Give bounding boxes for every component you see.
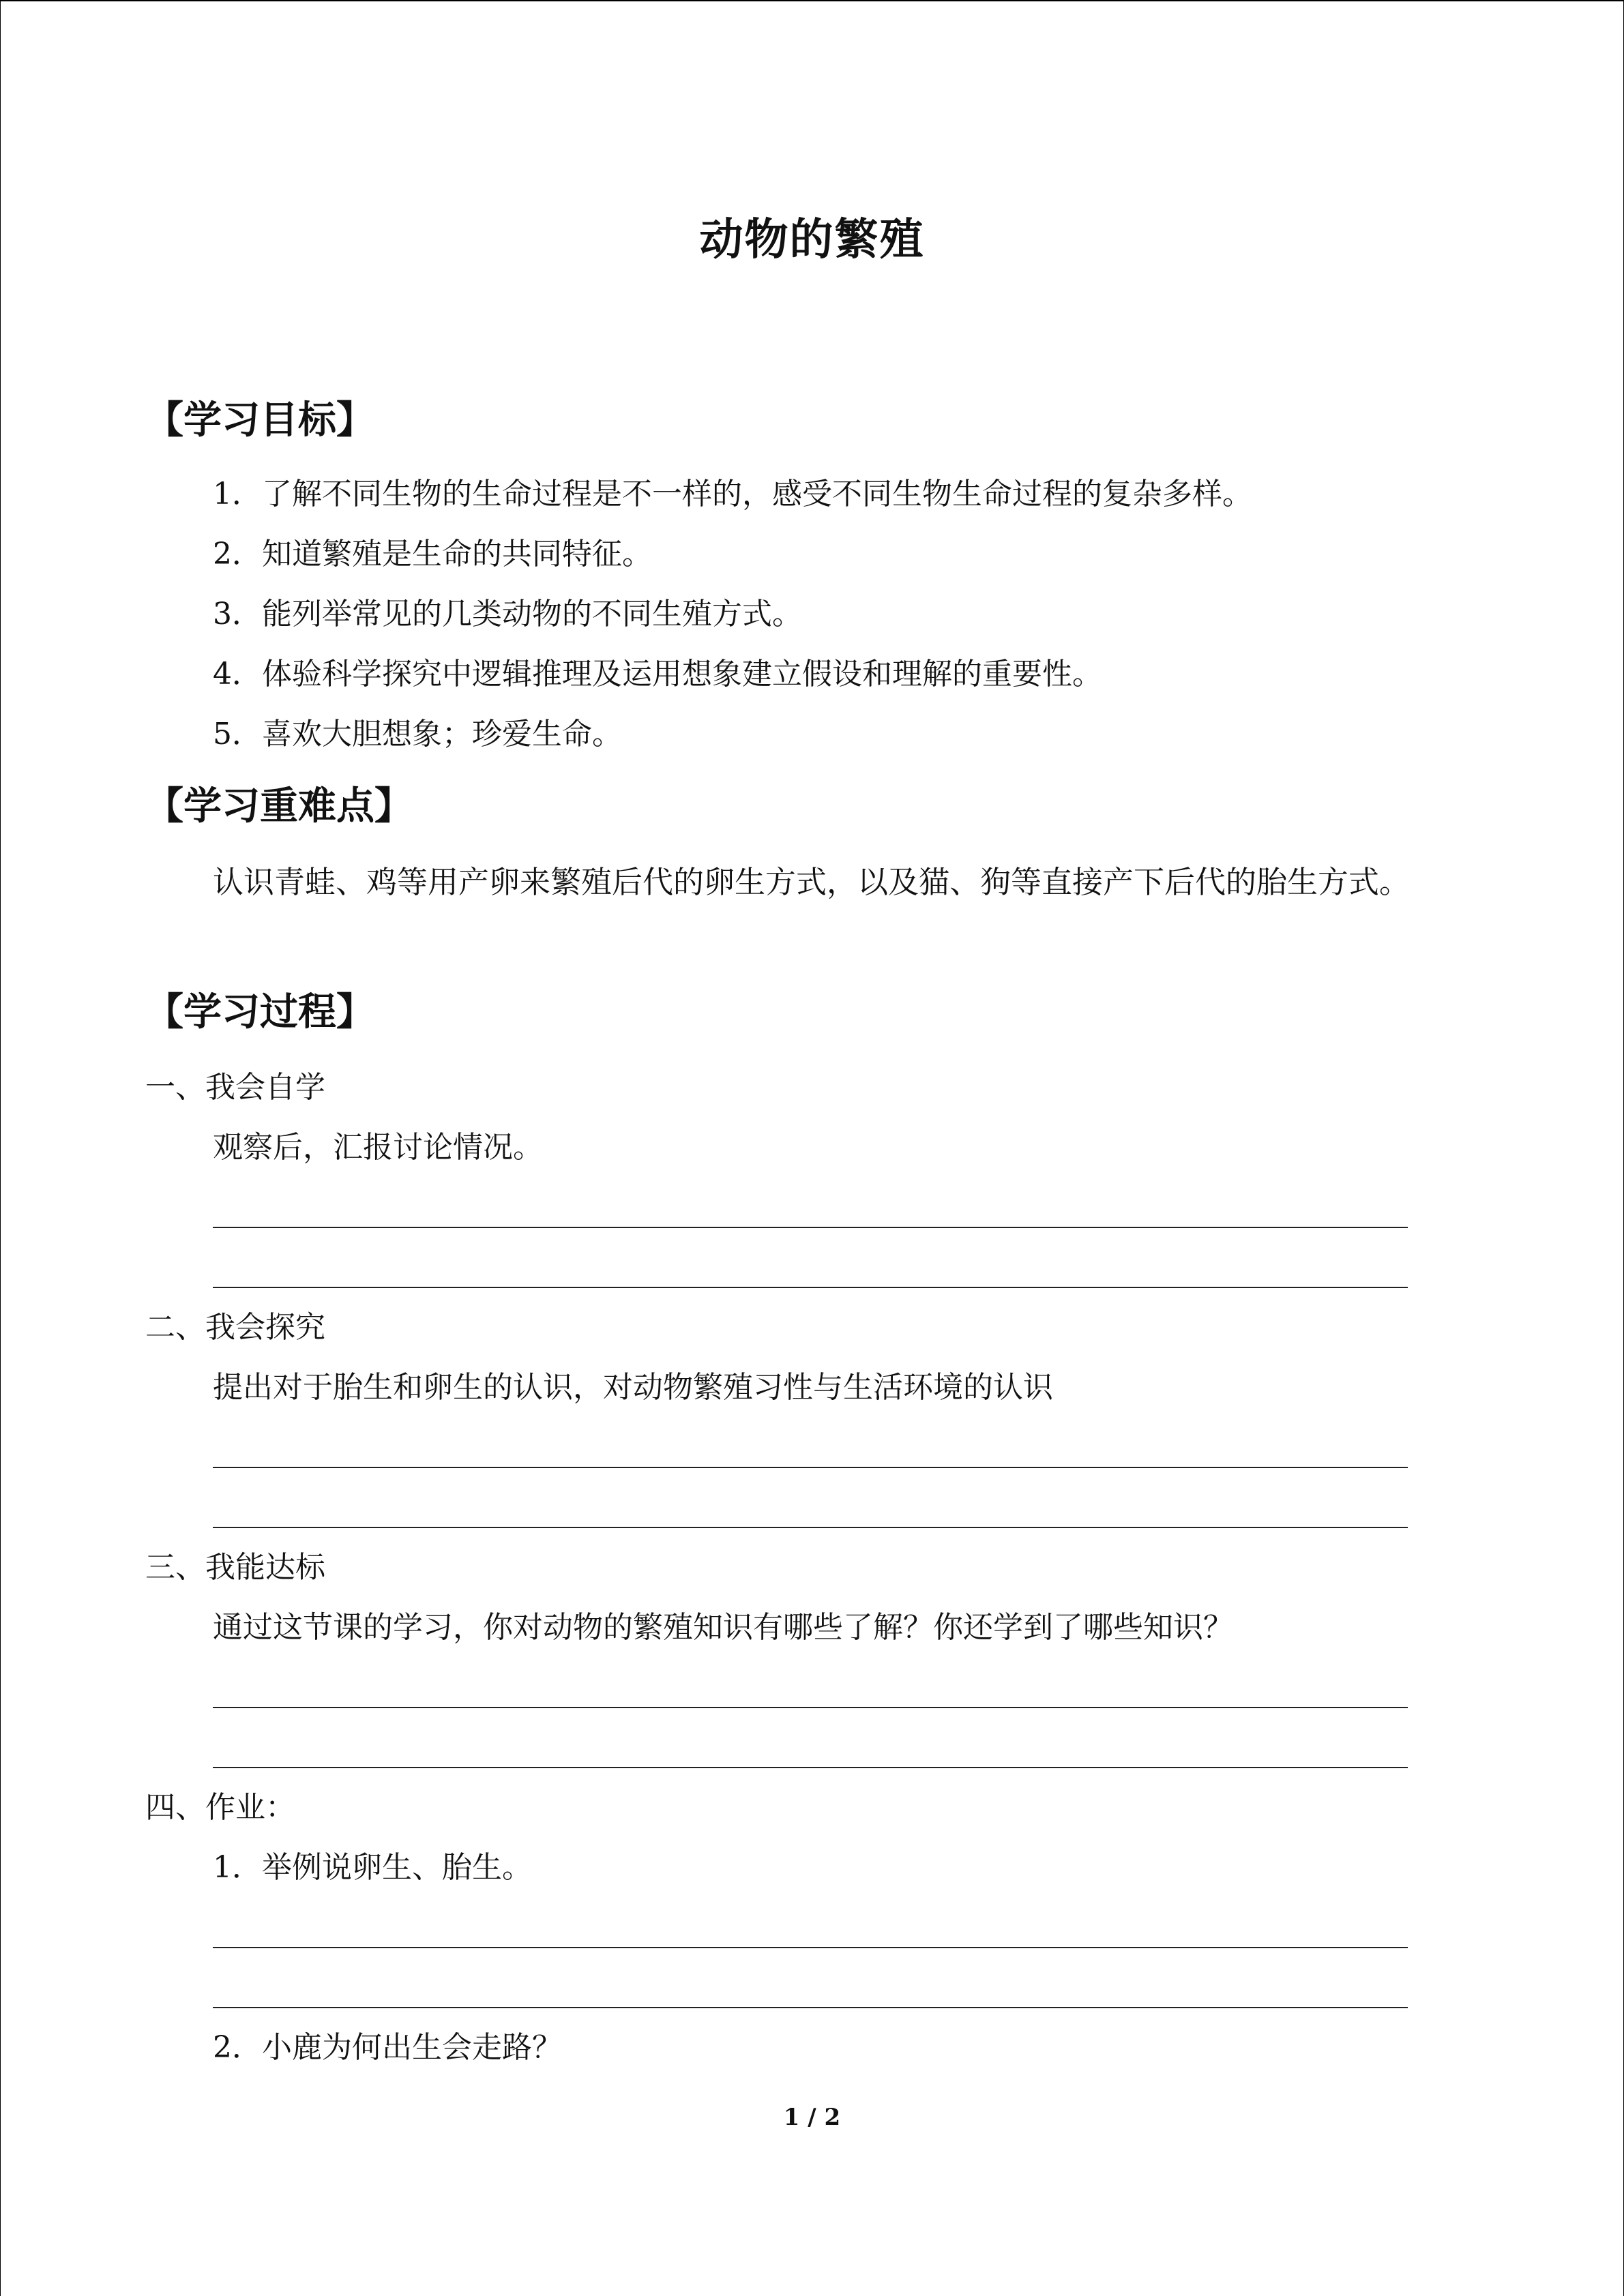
answer-line[interactable]	[213, 1467, 1408, 1468]
section-2-prompt: 提出对于胎生和卵生的认识，对动物繁殖习性与生活环境的认识	[213, 1370, 1053, 1405]
goal-item-3: 3．能列举常见的几类动物的不同生殖方式。	[213, 597, 802, 631]
goal-item-2: 2．知道繁殖是生命的共同特征。	[213, 537, 652, 571]
section-3-prompt: 通过这节课的学习，你对动物的繁殖知识有哪些了解？你还学到了哪些知识？	[213, 1610, 1233, 1645]
key-points-paragraph: 认识青蛙、鸡等用产卵来繁殖后代的卵生方式，以及猫、狗等直接产下后代的胎生方式。	[213, 864, 1411, 900]
homework-item-1: 1．举例说卵生、胎生。	[213, 1850, 532, 1885]
goal-item-4: 4．体验科学探究中逻辑推理及运用想象建立假设和理解的重要性。	[213, 657, 1102, 691]
section-2-title: 二、我会探究	[145, 1310, 325, 1345]
document-title: 动物的繁殖	[699, 215, 925, 265]
page-number: 1 / 2	[783, 2104, 841, 2131]
process-heading: 【学习过程】	[145, 990, 374, 1034]
answer-line[interactable]	[213, 1227, 1408, 1228]
answer-line[interactable]	[213, 2007, 1408, 2008]
goals-heading: 【学习目标】	[145, 398, 374, 443]
goal-item-5: 5．喜欢大胆想象；珍爱生命。	[213, 717, 622, 751]
section-1-title: 一、我会自学	[145, 1070, 325, 1105]
goal-item-1: 1．了解不同生物的生命过程是不一样的，感受不同生物生命过程的复杂多样。	[213, 477, 1252, 511]
key-points-heading: 【学习重难点】	[145, 784, 413, 829]
answer-line[interactable]	[213, 1767, 1408, 1768]
homework-item-2: 2．小鹿为何出生会走路？	[213, 2030, 562, 2065]
answer-line[interactable]	[213, 1527, 1408, 1528]
section-4-title: 四、作业：	[145, 1790, 295, 1825]
answer-line[interactable]	[213, 1287, 1408, 1288]
section-3-title: 三、我能达标	[145, 1550, 325, 1585]
answer-line[interactable]	[213, 1707, 1408, 1708]
section-1-prompt: 观察后，汇报讨论情况。	[213, 1130, 543, 1165]
answer-line[interactable]	[213, 1947, 1408, 1948]
